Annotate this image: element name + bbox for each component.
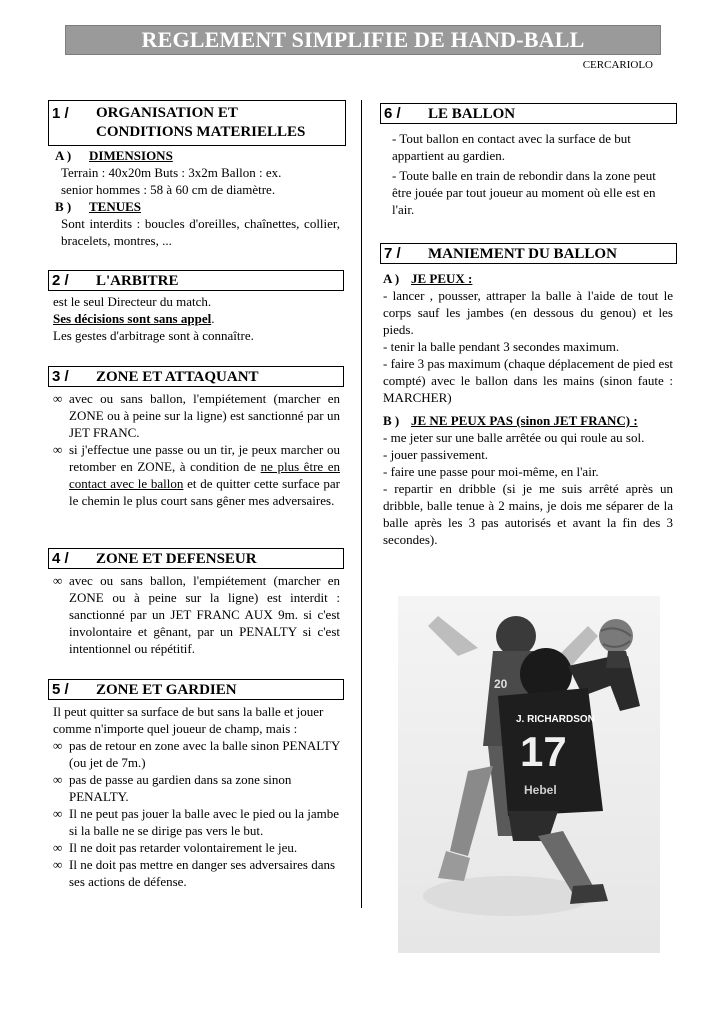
list-item-text: Il ne peut pas jouer la balle avec le pied ou la jambe si la balle ne se dirige pas vers le but. <box>69 806 339 838</box>
infinity-icon: ∞ <box>53 857 63 872</box>
sub-label-a: A ) <box>55 148 72 163</box>
author: CERCARIOLO <box>582 59 653 71</box>
jersey-number: 17 <box>520 728 567 775</box>
infinity-icon: ∞ <box>53 442 63 457</box>
list-item-text: si j'effectue une passe ou un tir, je peux marcher ou retomber en ZONE, à condition de <box>69 442 340 474</box>
column-divider <box>361 100 362 908</box>
section-6-body <box>383 130 673 218</box>
list-item-text: pas de retour en zone avec la balle sinon PENALTY (ou jet de 7m.) <box>69 738 340 770</box>
sub-label-b: B ) <box>55 199 72 214</box>
sub-title-tenues: TENUES <box>89 199 142 214</box>
sub-label-a: A ) <box>383 271 400 286</box>
infinity-icon: ∞ <box>53 806 63 821</box>
section-6-header <box>380 103 677 124</box>
section-number: 7 / <box>384 245 401 262</box>
jersey-sponsor: Hebel <box>524 783 557 797</box>
list-item-underlined: ne plus être en contact avec le ballon <box>69 459 340 491</box>
section-5-body <box>53 703 340 890</box>
list-item-text: Il ne doit pas retarder volontairement le jeu. <box>69 840 298 855</box>
section-number: 5 / <box>52 681 69 698</box>
list-item <box>53 856 340 890</box>
section-3-body <box>53 390 340 509</box>
list-item-text: avec ou sans ballon, l'empiétement (marcher en ZONE ou à peine sur la ligne) est interdit : sanctionné par un JET FRANC AUX 9m. si c'est involontaire et gênant, par un PENALTY si c'est intentionnel ou répétitif. <box>69 573 340 656</box>
page-title: REGLEMENT SIMPLIFIE DE HAND-BALL <box>65 25 661 55</box>
list-item: - jouer passivement. <box>383 447 489 462</box>
section-title: ZONE ET ATTAQUANT <box>96 369 259 385</box>
section-3-header <box>48 366 344 387</box>
list-item <box>53 390 340 441</box>
section-number: 2 / <box>52 272 69 289</box>
dimensions-line2: senior hommes : 58 à 60 cm de diamètre. <box>61 182 276 197</box>
dimensions-line1: Terrain : 40x20m Buts : 3x2m Ballon : ex. <box>61 165 282 180</box>
list-item: - Toute balle en train de rebondir dans la zone peut être jouée par tout joueur au moment où elle est en l'air. <box>392 168 656 217</box>
list-item <box>53 805 340 839</box>
list-item <box>53 839 340 856</box>
section-1-body <box>53 147 340 249</box>
infinity-icon: ∞ <box>53 772 63 787</box>
section-4-header <box>48 548 344 569</box>
sub-title-je-peux: JE PEUX : <box>411 271 473 286</box>
list-item-text: pas de passe au gardien dans sa zone sinon PENALTY. <box>69 772 292 804</box>
section-number: 6 / <box>384 105 401 122</box>
list-item <box>53 441 340 509</box>
list-item: - faire 3 pas maximum (chaque déplacement de pied est compté) avec le ballon dans les mains (sinon faute : MARCHER) <box>383 356 673 405</box>
section-7-body <box>383 270 673 548</box>
list-item <box>53 771 340 805</box>
list-item: - Tout ballon en contact avec la surface de but appartient au gardien. <box>392 131 631 163</box>
infinity-icon: ∞ <box>53 391 63 406</box>
section-7-header <box>380 243 677 264</box>
section-4-body <box>53 572 340 657</box>
section-number: 1 / <box>52 105 69 122</box>
list-item <box>53 572 340 657</box>
list-item-text-end: et de quitter cette surface par le chemin le plus court sans gêner mes adversaires. <box>69 476 340 508</box>
gardien-intro: Il peut quitter sa surface de but sans la balle et jouer comme n'importe quel joueur de champ, mais : <box>53 704 324 736</box>
infinity-icon: ∞ <box>53 840 63 855</box>
list-item: - lancer , pousser, attraper la balle à l'aide de tout le corps sauf les jambes (en dessous du genou) et les pieds. <box>383 288 673 337</box>
arbitre-line3: Les gestes d'arbitrage sont à connaître. <box>53 328 254 343</box>
section-1-header <box>48 100 346 146</box>
jersey-name: J. RICHARDSON <box>516 714 595 725</box>
section-number: 3 / <box>52 368 69 385</box>
infinity-icon: ∞ <box>53 738 63 753</box>
arbitre-line2: Ses décisions sont sans appel <box>53 311 212 326</box>
tenues-text: Sont interdits : boucles d'oreilles, chaînettes, collier, bracelets, montres, ... <box>61 216 340 248</box>
list-item: - tenir la balle pendant 3 secondes maximum. <box>383 339 620 354</box>
list-item: - faire une passe pour moi-même, en l'air. <box>383 464 599 479</box>
section-title-line1: ORGANISATION ET <box>96 105 238 121</box>
handball-players-photo <box>398 596 660 953</box>
section-title: L'ARBITRE <box>96 273 179 289</box>
section-title: LE BALLON <box>428 106 516 122</box>
section-title: ZONE ET GARDIEN <box>96 682 237 698</box>
back-jersey-number: 20 <box>494 677 508 691</box>
section-number: 4 / <box>52 550 69 567</box>
sub-label-b: B ) <box>383 413 400 428</box>
section-5-header <box>48 679 344 700</box>
arbitre-line1: est le seul Directeur du match. <box>53 294 212 309</box>
list-item-text: avec ou sans ballon, l'empiétement (marcher en ZONE ou à peine sur la ligne) est sanctionné par un JET FRANC. <box>69 391 340 440</box>
list-item: - me jeter sur une balle arrêtée ou qui roule au sol. <box>383 430 645 445</box>
section-title: MANIEMENT DU BALLON <box>428 246 617 262</box>
section-title-line2: CONDITIONS MATERIELLES <box>96 124 306 140</box>
sub-title-dimensions: DIMENSIONS <box>89 148 173 163</box>
sub-title-je-ne-peux-pas: JE NE PEUX PAS (sinon JET FRANC) : <box>411 413 638 428</box>
infinity-icon: ∞ <box>53 573 63 588</box>
arbitre-line2-end: . <box>211 311 215 326</box>
list-item-text: Il ne doit pas mettre en danger ses adversaires dans ses actions de défense. <box>69 857 336 889</box>
list-item <box>53 737 340 771</box>
list-item: - repartir en dribble (si je me suis arrêté après un dribble, balle tenue à 2 mains, je dois me séparer de la balle après les 3 pas autorisés et avant la fin des 3 secondes). <box>383 481 673 547</box>
section-2-body <box>53 293 343 344</box>
section-2-header <box>48 270 344 291</box>
section-title: ZONE ET DEFENSEUR <box>96 551 257 567</box>
